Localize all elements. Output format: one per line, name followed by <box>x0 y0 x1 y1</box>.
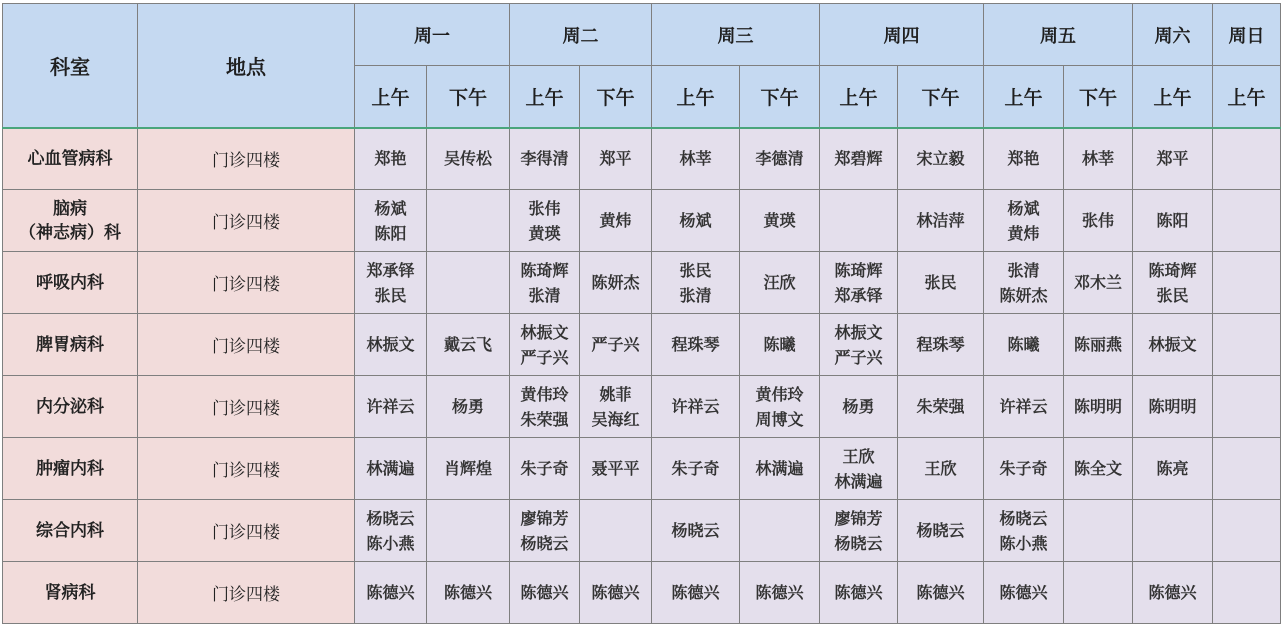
dept-header: 科室 <box>3 4 138 128</box>
dept-name: 综合内科 <box>36 520 104 541</box>
doctor-name: 张民 <box>679 260 712 280</box>
half-header-mon-pm: 下午 <box>427 66 510 128</box>
doctor-cell-wed-pm <box>740 562 820 624</box>
doctor-name: 朱子奇 <box>999 459 1048 478</box>
doctor-name: 杨勇 <box>451 397 484 416</box>
doctor-cell-mon-am <box>355 562 427 624</box>
doctor-cell-thu-pm <box>898 438 984 500</box>
doctor-cell-mon-pm <box>427 376 510 438</box>
doctor-name: 王欣 <box>924 459 957 478</box>
doctor-name: 肖辉煌 <box>443 459 492 478</box>
doctor-name: 林洁萍 <box>916 211 965 230</box>
table-row <box>3 562 1281 624</box>
doctor-name: 陈琦辉 <box>834 260 883 280</box>
doctor-name: 陈德兴 <box>999 583 1048 602</box>
doctor-name: 黄炜 <box>599 211 632 230</box>
clinic-schedule-table <box>2 3 1281 624</box>
half-header-thu-am: 上午 <box>820 66 898 128</box>
schedule-container <box>2 3 1281 624</box>
doctor-cell-fri-pm <box>1064 128 1133 190</box>
doctor-cell-thu-pm <box>898 376 984 438</box>
dept-name: 呼吸内科 <box>36 272 104 293</box>
doctor-cell-thu-am <box>820 500 898 562</box>
half-header-thu-pm: 下午 <box>898 66 984 128</box>
doctor-name: 陈全文 <box>1073 459 1122 478</box>
doctor-name: 陈德兴 <box>1148 583 1197 602</box>
doctor-name: 陈琦辉 <box>520 260 569 280</box>
doctor-cell-tue-am <box>510 562 580 624</box>
half-header-wed-am: 上午 <box>652 66 740 128</box>
doctor-cell-tue-am <box>510 500 580 562</box>
doctor-name: 黄瑛 <box>528 223 561 243</box>
dept-cell <box>3 314 138 376</box>
doctor-name: 朱荣强 <box>520 409 569 429</box>
doctor-name: 姚菲 <box>599 384 632 404</box>
doctor-name: 张清 <box>679 285 712 305</box>
doctor-name: 陈明明 <box>1073 397 1122 416</box>
doctor-cell-sun-am <box>1213 438 1281 500</box>
doctor-name: 林振文 <box>520 322 569 342</box>
doctor-cell-mon-am <box>355 376 427 438</box>
doctor-name: 郑承铎 <box>366 260 415 280</box>
dept-cell <box>3 376 138 438</box>
doctor-name: 陈阳 <box>374 223 407 243</box>
location-cell: 门诊四楼 <box>138 376 355 438</box>
doctor-name: 陈曦 <box>763 335 796 354</box>
doctor-name: 杨晓云 <box>671 521 720 540</box>
doctor-cell-thu-am <box>820 562 898 624</box>
doctor-name: 陈德兴 <box>520 583 569 602</box>
location-cell: 门诊四楼 <box>138 252 355 314</box>
doctor-name: 严子兴 <box>591 335 640 354</box>
dept-cell <box>3 252 138 314</box>
doctor-name: 陈德兴 <box>916 583 965 602</box>
doctor-cell-tue-am <box>510 438 580 500</box>
dept-name: 脑病 <box>53 198 87 219</box>
doctor-name: 廖锦芳 <box>520 508 569 528</box>
doctor-name: 王欣 <box>842 446 875 466</box>
doctor-cell-thu-pm <box>898 314 984 376</box>
doctor-name: 郑平 <box>599 149 632 169</box>
doctor-cell-tue-pm <box>580 562 652 624</box>
location-cell: 门诊四楼 <box>138 500 355 562</box>
half-header-mon-am: 上午 <box>355 66 427 128</box>
doctor-cell-wed-pm <box>740 376 820 438</box>
dept-cell <box>3 562 138 624</box>
doctor-cell-wed-pm <box>740 252 820 314</box>
location-cell: 门诊四楼 <box>138 314 355 376</box>
doctor-cell-tue-pm <box>580 190 652 252</box>
doctor-cell-wed-pm <box>740 500 820 562</box>
doctor-name: 张清 <box>1007 260 1040 280</box>
doctor-cell-mon-am <box>355 190 427 252</box>
table-row <box>3 500 1281 562</box>
doctor-name: 张民 <box>1156 285 1189 305</box>
doctor-cell-fri-am <box>984 252 1064 314</box>
doctor-cell-fri-am <box>984 314 1064 376</box>
doctor-cell-tue-pm <box>580 314 652 376</box>
doctor-name: 程珠琴 <box>671 335 720 354</box>
doctor-name: 张清 <box>528 285 561 305</box>
doctor-name: 陈德兴 <box>591 583 640 602</box>
doctor-name: 陈德兴 <box>671 583 720 602</box>
dept-cell <box>3 500 138 562</box>
doctor-cell-fri-pm <box>1064 190 1133 252</box>
doctor-name: 郑艳 <box>374 149 407 169</box>
doctor-name: 吴海红 <box>591 409 640 429</box>
half-header-tue-pm: 下午 <box>580 66 652 128</box>
doctor-cell-sat-am <box>1133 562 1213 624</box>
doctor-name: 杨斌 <box>679 211 712 230</box>
doctor-name: 李德清 <box>755 149 804 169</box>
doctor-cell-sun-am <box>1213 190 1281 252</box>
doctor-cell-fri-pm <box>1064 314 1133 376</box>
doctor-name: 许祥云 <box>999 397 1048 416</box>
doctor-name: 张民 <box>374 285 407 305</box>
doctor-cell-tue-am <box>510 376 580 438</box>
doctor-cell-fri-am <box>984 562 1064 624</box>
dept-name: 肿瘤内科 <box>36 458 104 479</box>
doctor-cell-mon-pm <box>427 500 510 562</box>
doctor-name: 周博文 <box>755 409 804 429</box>
doctor-cell-sat-am <box>1133 190 1213 252</box>
doctor-name: 邓木兰 <box>1073 273 1122 292</box>
doctor-cell-sun-am <box>1213 314 1281 376</box>
doctor-name: 黄瑛 <box>763 211 796 230</box>
doctor-cell-wed-am <box>652 438 740 500</box>
doctor-name: 廖锦芳 <box>834 508 883 528</box>
location-cell: 门诊四楼 <box>138 562 355 624</box>
dept-name: 心血管病科 <box>27 148 113 169</box>
doctor-cell-mon-am <box>355 314 427 376</box>
doctor-cell-tue-am <box>510 128 580 190</box>
doctor-name: 郑碧辉 <box>834 149 883 169</box>
location-cell: 门诊四楼 <box>138 128 355 190</box>
doctor-cell-fri-am <box>984 500 1064 562</box>
doctor-name: 杨晓云 <box>520 533 569 553</box>
doctor-cell-sun-am <box>1213 562 1281 624</box>
doctor-cell-mon-pm <box>427 438 510 500</box>
doctor-name: 张民 <box>924 273 957 292</box>
doctor-name: 戴云飞 <box>443 335 492 354</box>
day-header-tue: 周二 <box>510 4 652 66</box>
doctor-cell-tue-pm <box>580 500 652 562</box>
doctor-name: 杨斌 <box>374 198 407 218</box>
doctor-cell-wed-am <box>652 376 740 438</box>
location-cell: 门诊四楼 <box>138 190 355 252</box>
doctor-name: 郑艳 <box>1007 149 1040 169</box>
table-row <box>3 376 1281 438</box>
doctor-name: 朱子奇 <box>671 459 720 478</box>
doctor-name: 陈小燕 <box>366 533 415 553</box>
location-header: 地点 <box>138 4 355 128</box>
doctor-cell-fri-pm <box>1064 438 1133 500</box>
doctor-cell-fri-pm <box>1064 500 1133 562</box>
doctor-cell-tue-pm <box>580 438 652 500</box>
table-row <box>3 252 1281 314</box>
doctor-cell-mon-am <box>355 438 427 500</box>
doctor-cell-thu-am <box>820 314 898 376</box>
doctor-cell-wed-am <box>652 500 740 562</box>
doctor-cell-thu-pm <box>898 252 984 314</box>
dept-name: 内分泌科 <box>36 396 104 417</box>
dept-cell <box>3 438 138 500</box>
doctor-cell-wed-am <box>652 562 740 624</box>
doctor-cell-fri-pm <box>1064 376 1133 438</box>
doctor-cell-fri-am <box>984 128 1064 190</box>
dept-cell <box>3 190 138 252</box>
doctor-name: 林莘 <box>1081 149 1114 169</box>
half-header-tue-am: 上午 <box>510 66 580 128</box>
day-header-thu: 周四 <box>820 4 984 66</box>
half-header-sun-am: 上午 <box>1213 66 1281 128</box>
half-header-fri-am: 上午 <box>984 66 1064 128</box>
half-header-sat-am: 上午 <box>1133 66 1213 128</box>
doctor-cell-mon-pm <box>427 252 510 314</box>
doctor-cell-fri-am <box>984 190 1064 252</box>
doctor-cell-tue-pm <box>580 128 652 190</box>
doctor-name: 陈妍杰 <box>591 273 640 292</box>
doctor-name: 陈琦辉 <box>1148 260 1197 280</box>
doctor-cell-sat-am <box>1133 128 1213 190</box>
doctor-name: 郑平 <box>1156 149 1189 169</box>
doctor-cell-tue-am <box>510 190 580 252</box>
doctor-name: 聂平平 <box>591 459 640 478</box>
doctor-cell-sat-am <box>1133 438 1213 500</box>
doctor-name: 林振文 <box>834 322 883 342</box>
doctor-name: 严子兴 <box>834 347 883 367</box>
doctor-name: 许祥云 <box>671 397 720 416</box>
doctor-name: 陈德兴 <box>443 583 492 602</box>
doctor-name: 陈阳 <box>1156 211 1189 230</box>
doctor-cell-thu-pm <box>898 562 984 624</box>
doctor-cell-wed-am <box>652 252 740 314</box>
doctor-cell-thu-am <box>820 438 898 500</box>
doctor-cell-thu-am <box>820 190 898 252</box>
doctor-cell-mon-am <box>355 252 427 314</box>
doctor-cell-mon-pm <box>427 562 510 624</box>
doctor-cell-thu-pm <box>898 128 984 190</box>
doctor-name: 林满遍 <box>755 459 804 478</box>
doctor-cell-wed-am <box>652 190 740 252</box>
doctor-name: 黄炜 <box>1007 223 1040 243</box>
day-header-mon: 周一 <box>355 4 510 66</box>
doctor-cell-sun-am <box>1213 128 1281 190</box>
doctor-name: 李得清 <box>520 149 569 169</box>
schedule-body <box>3 128 1281 624</box>
dept-name: 肾病科 <box>44 582 96 603</box>
doctor-cell-fri-pm <box>1064 562 1133 624</box>
doctor-cell-sat-am <box>1133 500 1213 562</box>
doctor-cell-wed-am <box>652 128 740 190</box>
table-row <box>3 128 1281 190</box>
half-header-wed-pm: 下午 <box>740 66 820 128</box>
doctor-name: 陈妍杰 <box>999 285 1048 305</box>
dept-name: 脾胃病科 <box>36 334 104 355</box>
doctor-name: 严子兴 <box>520 347 569 367</box>
half-header-fri-pm: 下午 <box>1064 66 1133 128</box>
doctor-cell-tue-pm <box>580 252 652 314</box>
doctor-cell-mon-pm <box>427 314 510 376</box>
doctor-cell-mon-am <box>355 500 427 562</box>
table-row <box>3 190 1281 252</box>
doctor-name: 黄伟玲 <box>520 384 569 404</box>
doctor-cell-sun-am <box>1213 376 1281 438</box>
day-header-wed: 周三 <box>652 4 820 66</box>
doctor-cell-wed-pm <box>740 314 820 376</box>
doctor-name: 张伟 <box>1081 211 1114 230</box>
dept-name: （神志病）科 <box>19 222 121 243</box>
header-row-days <box>3 4 1281 66</box>
doctor-name: 郑承铎 <box>834 285 883 305</box>
doctor-cell-wed-pm <box>740 438 820 500</box>
doctor-name: 黄伟玲 <box>755 384 804 404</box>
doctor-name: 朱荣强 <box>916 397 965 416</box>
doctor-name: 许祥云 <box>366 397 415 416</box>
doctor-name: 吴传松 <box>443 149 492 169</box>
doctor-name: 杨晓云 <box>999 508 1048 528</box>
doctor-cell-mon-pm <box>427 190 510 252</box>
doctor-name: 陈小燕 <box>999 533 1048 553</box>
doctor-name: 陈曦 <box>1007 335 1040 354</box>
doctor-cell-thu-pm <box>898 500 984 562</box>
doctor-name: 程珠琴 <box>916 335 965 354</box>
doctor-cell-sat-am <box>1133 376 1213 438</box>
doctor-cell-tue-am <box>510 314 580 376</box>
doctor-cell-mon-am <box>355 128 427 190</box>
doctor-cell-tue-am <box>510 252 580 314</box>
doctor-name: 杨晓云 <box>366 508 415 528</box>
doctor-name: 汪欣 <box>763 273 796 292</box>
doctor-name: 林振文 <box>1148 335 1197 354</box>
doctor-name: 陈德兴 <box>834 583 883 602</box>
day-header-sun: 周日 <box>1213 4 1281 66</box>
dept-cell <box>3 128 138 190</box>
doctor-cell-thu-pm <box>898 190 984 252</box>
doctor-name: 杨斌 <box>1007 198 1040 218</box>
doctor-cell-fri-am <box>984 376 1064 438</box>
doctor-name: 杨晓云 <box>834 533 883 553</box>
doctor-name: 宋立毅 <box>916 149 965 169</box>
doctor-name: 朱子奇 <box>520 459 569 478</box>
doctor-cell-sat-am <box>1133 314 1213 376</box>
doctor-cell-sun-am <box>1213 252 1281 314</box>
doctor-name: 陈丽燕 <box>1073 335 1122 354</box>
doctor-cell-wed-pm <box>740 190 820 252</box>
doctor-name: 陈明明 <box>1148 397 1197 416</box>
doctor-cell-thu-am <box>820 252 898 314</box>
doctor-name: 林满遍 <box>366 459 415 478</box>
day-header-sat: 周六 <box>1133 4 1213 66</box>
doctor-cell-tue-pm <box>580 376 652 438</box>
table-row <box>3 438 1281 500</box>
doctor-name: 陈德兴 <box>366 583 415 602</box>
doctor-cell-mon-pm <box>427 128 510 190</box>
doctor-cell-fri-pm <box>1064 252 1133 314</box>
doctor-name: 杨晓云 <box>916 521 965 540</box>
doctor-cell-thu-am <box>820 128 898 190</box>
doctor-name: 陈亮 <box>1156 459 1189 478</box>
doctor-name: 林振文 <box>366 335 415 354</box>
doctor-name: 陈德兴 <box>755 583 804 602</box>
location-cell: 门诊四楼 <box>138 438 355 500</box>
doctor-cell-sun-am <box>1213 500 1281 562</box>
doctor-name: 杨勇 <box>842 397 875 416</box>
doctor-name: 林满遍 <box>834 471 883 491</box>
doctor-cell-thu-am <box>820 376 898 438</box>
doctor-name: 林莘 <box>679 149 712 169</box>
doctor-name: 张伟 <box>528 198 561 218</box>
doctor-cell-fri-am <box>984 438 1064 500</box>
day-header-fri: 周五 <box>984 4 1133 66</box>
doctor-cell-wed-pm <box>740 128 820 190</box>
table-row <box>3 314 1281 376</box>
doctor-cell-wed-am <box>652 314 740 376</box>
doctor-cell-sat-am <box>1133 252 1213 314</box>
